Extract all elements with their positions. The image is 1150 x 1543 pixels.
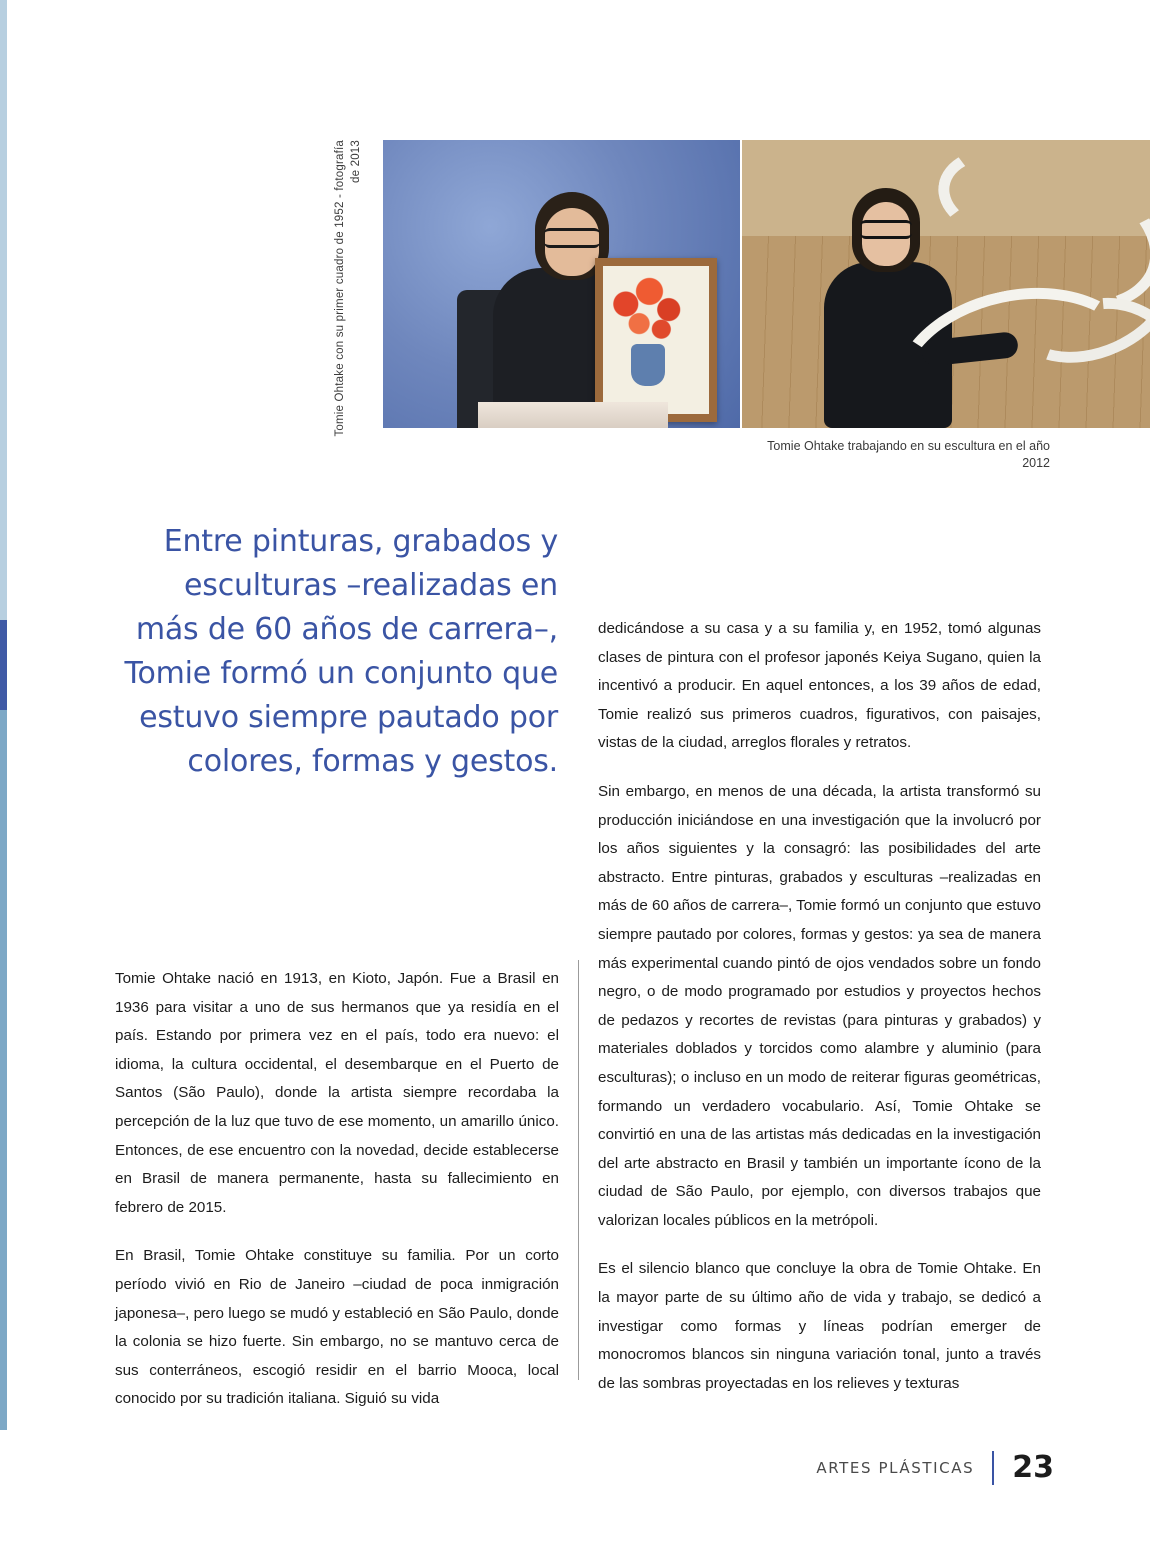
column-divider (578, 960, 579, 1380)
photo-band (383, 140, 1150, 428)
edge-strip-middle (0, 620, 7, 710)
body-column-left (115, 965, 559, 1434)
paragraph: Tomie Ohtake nació en 1913, en Kioto, Japón. Fue a Brasil en 1936 para visitar a uno de sus hermanos que ya residía en el país. Estando por primera vez en el país, todo era nuevo: el idioma, la cultura occidental, el desembarque en el Puerto de Santos (São Paulo), donde la artista siempre recordaba la percepción de la luz que tuvo de ese momento, un amarillo único. Entonces, de ese encuentro con la novedad, decide establecerse en Brasil de manera permanente, hasta su fallecimiento en febrero de 2015. (115, 970, 559, 1216)
footer-divider (992, 1451, 994, 1485)
edge-strip-bottom (0, 710, 7, 1430)
glasses-icon (544, 228, 600, 248)
paragraph: En Brasil, Tomie Ohtake constituye su familia. Por un corto período vivió en Rio de Janeiro –ciudad de poca inmigración japonesa–, pero luego se mudó y estableció en São Paulo, donde la colonia se hizo fuerte. Sin embargo, no se mantuvo cerca de sus conterráneos, escogió residir en el barrio Mooca, local conocido por su tradición italiana. Siguió su vida (115, 1247, 559, 1408)
paragraph: Sin embargo, en menos de una década, la artista transformó su producción iniciándose en una investigación que la involucró por los años siguientes y la consagró: las posibilidades del arte abstracto. Entre pinturas, grabados y esculturas –realizadas en más de 60 años de carrera–, Tomie formó un conjunto que estuvo siempre pautado por colores, formas y gestos: ya sea de manera más experimental cuando pintó de ojos vendados sobre un fondo negro, o de modo programado por estudios y proyectos hechos de pedazos y recortes de revistas (para pinturas y grabados) y materiales doblados y torcidos como alambre y aluminio (para esculturas); o incluso en un modo de reiterar figuras geométricas, formando un verdadero vocabulario. Así, Tomie Ohtake se convirtió en una de las artistas más dedicadas en la investigación del arte abstracto en Brasil y también un importante ícono de la ciudad de São Paulo, por ejemplo, con diversos trabajos que valorizan locales públicos en la metrópoli. (598, 782, 1041, 1229)
photo-tomie-with-painting (383, 140, 740, 428)
glasses-icon (860, 220, 912, 239)
page-number: 23 (1012, 1450, 1054, 1485)
edge-strip-top (0, 0, 7, 620)
photo-left-caption: Tomie Ohtake con su primer cuadro de 1952 - fotografía de 2013 (334, 140, 362, 437)
table-shape (478, 402, 668, 428)
photo-tomie-with-sculpture (742, 140, 1150, 428)
body-column-right (598, 615, 1041, 1418)
pull-quote: Entre pinturas, grabados y esculturas –realizadas en más de 60 años de carrera–, Tomie formó un conjunto que estuvo siempre pautado por colores, formas y gestos. (124, 524, 558, 779)
page-footer (816, 1450, 1054, 1485)
paragraph: dedicándose a su casa y a su familia y, en 1952, tomó algunas clases de pintura con el profesor japonés Keiya Sugano, quien la incentivó a producir. En aquel entonces, a los 39 años de edad, Tomie realizó sus primeros cuadros, figurativos, con paisajes, vistas de la ciudad, arreglos florales y retratos. (598, 620, 1041, 752)
flowers-shape (611, 276, 685, 346)
paragraph: Es el silencio blanco que concluye la obra de Tomie Ohtake. En la mayor parte de su último año de vida y trabajo, se dedicó a investigar como formas y líneas podrían emerger de monocromos blancos sin ninguna variación tonal, junto a través de las sombras proyectadas en los relieves y texturas (598, 1260, 1041, 1392)
section-label: ARTES PLÁSTICAS (816, 1458, 975, 1477)
photo-right-caption: Tomie Ohtake trabajando en su escultura en el año 2012 (767, 439, 1050, 470)
vase-shape (631, 344, 665, 386)
